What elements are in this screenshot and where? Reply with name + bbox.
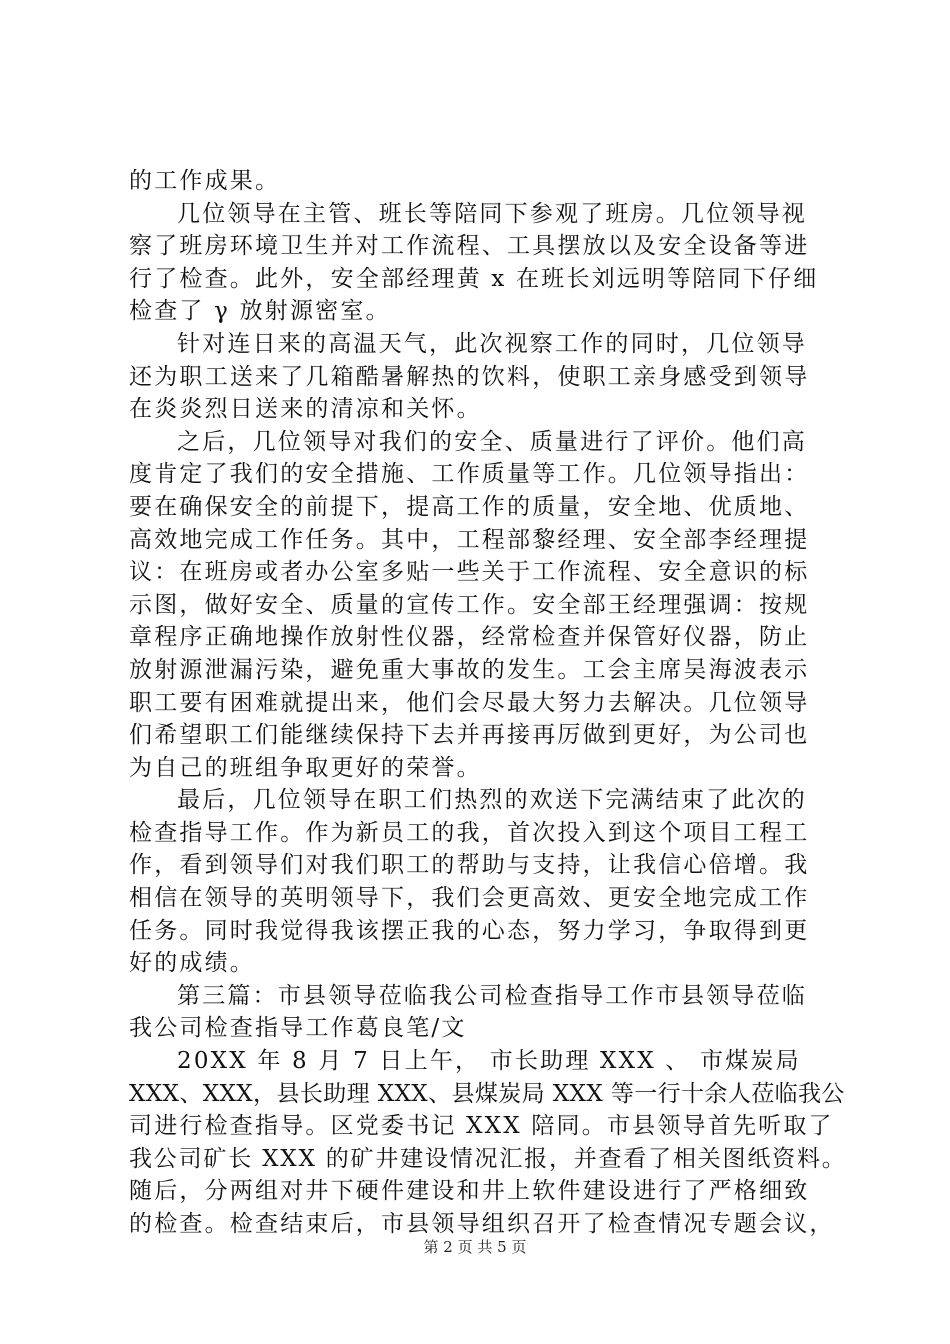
page-footer: 第 2 页 共 5 页: [423, 1238, 527, 1256]
text-line: 针对连日来的高温天气，此次视察工作的同时，几位领导: [177, 330, 807, 357]
text-line: XXX、XXX，县长助理 XXX、县煤炭局 XXX 等一行十余人莅临我公: [129, 1080, 845, 1107]
text-line: 几位领导在主管、班长等陪同下参观了班房。几位领导视: [177, 200, 807, 227]
text-line: 察了班房环境卫生并对工作流程、工具摆放以及安全设备等进: [129, 233, 810, 260]
text-line: 行了检查。此外，安全部经理黄 x 在班长刘远明等陪同下仔细: [129, 265, 819, 292]
text-line: 示图，做好安全、质量的宣传工作。安全部王经理强调：按规: [129, 591, 810, 618]
text-line: 们希望职工们能继续保持下去并再接再厉做到更好，为公司也: [129, 722, 810, 749]
text-line: 第三篇：市县领导莅临我公司检查指导工作市县领导莅临: [177, 982, 807, 1009]
text-line: 司进行检查指导。区党委书记 XXX 陪同。市县领导首先听取了: [129, 1113, 834, 1140]
text-line: 好的成绩。: [129, 950, 255, 977]
text-line: 我公司检查指导工作葛良笔/文: [129, 1015, 467, 1042]
body-text: [129, 165, 847, 1241]
text-line: 任务。同时我觉得我该摆正我的心态，努力学习，争取得到更: [129, 917, 810, 944]
text-line: 20XX 年 8 月 7 日上午， 市长助理 XXX 、 市煤炭局: [177, 1048, 801, 1075]
text-line: 检查指导工作。作为新员工的我，首次投入到这个项目工程工: [129, 819, 810, 846]
text-line: 检查了 γ 放射源密室。: [129, 298, 391, 325]
text-line: 相信在领导的英明领导下，我们会更高效、更安全地完成工作: [129, 885, 810, 912]
text-line: 我公司矿长 XXX 的矿井建设情况汇报，并查看了相关图纸资料。: [129, 1145, 847, 1172]
text-line: 度肯定了我们的安全措施、工作质量等工作。几位领导指出：: [129, 461, 810, 488]
text-line: 在炎炎烈日送来的清凉和关怀。: [129, 396, 482, 423]
text-line: 作，看到领导们对我们职工的帮助与支持，让我信心倍增。我: [129, 852, 810, 879]
text-line: 还为职工送来了几箱酷暑解热的饮料，使职工亲身感受到领导: [129, 363, 810, 390]
text-line: 为自己的班组争取更好的荣誉。: [129, 754, 482, 781]
text-line: 的检查。检查结束后，市县领导组织召开了检查情况专题会议，: [129, 1211, 835, 1237]
text-line: 高效地完成工作任务。其中，工程部黎经理、安全部李经理提: [129, 526, 810, 553]
text-line: 随后，分两组对井下硬件建设和井上软件建设进行了严格细致: [129, 1178, 810, 1205]
text-line: 要在确保安全的前提下，提高工作的质量，安全地、优质地、: [129, 493, 810, 520]
text-line: 章程序正确地操作放射性仪器，经常检查并保管好仪器，防止: [129, 624, 810, 651]
text-line: 职工要有困难就提出来，他们会尽最大努力去解决。几位领导: [129, 689, 810, 716]
text-line: 放射源泄漏污染，避免重大事故的发生。工会主席吴海波表示: [129, 656, 810, 683]
text-line: 议：在班房或者办公室多贴一些关于工作流程、安全意识的标: [129, 559, 810, 586]
text-line: 之后，几位领导对我们的安全、质量进行了评价。他们高: [177, 428, 807, 455]
text-line: 最后，几位领导在职工们热烈的欢送下完满结束了此次的: [177, 787, 807, 814]
text-line: 的工作成果。: [129, 168, 281, 194]
